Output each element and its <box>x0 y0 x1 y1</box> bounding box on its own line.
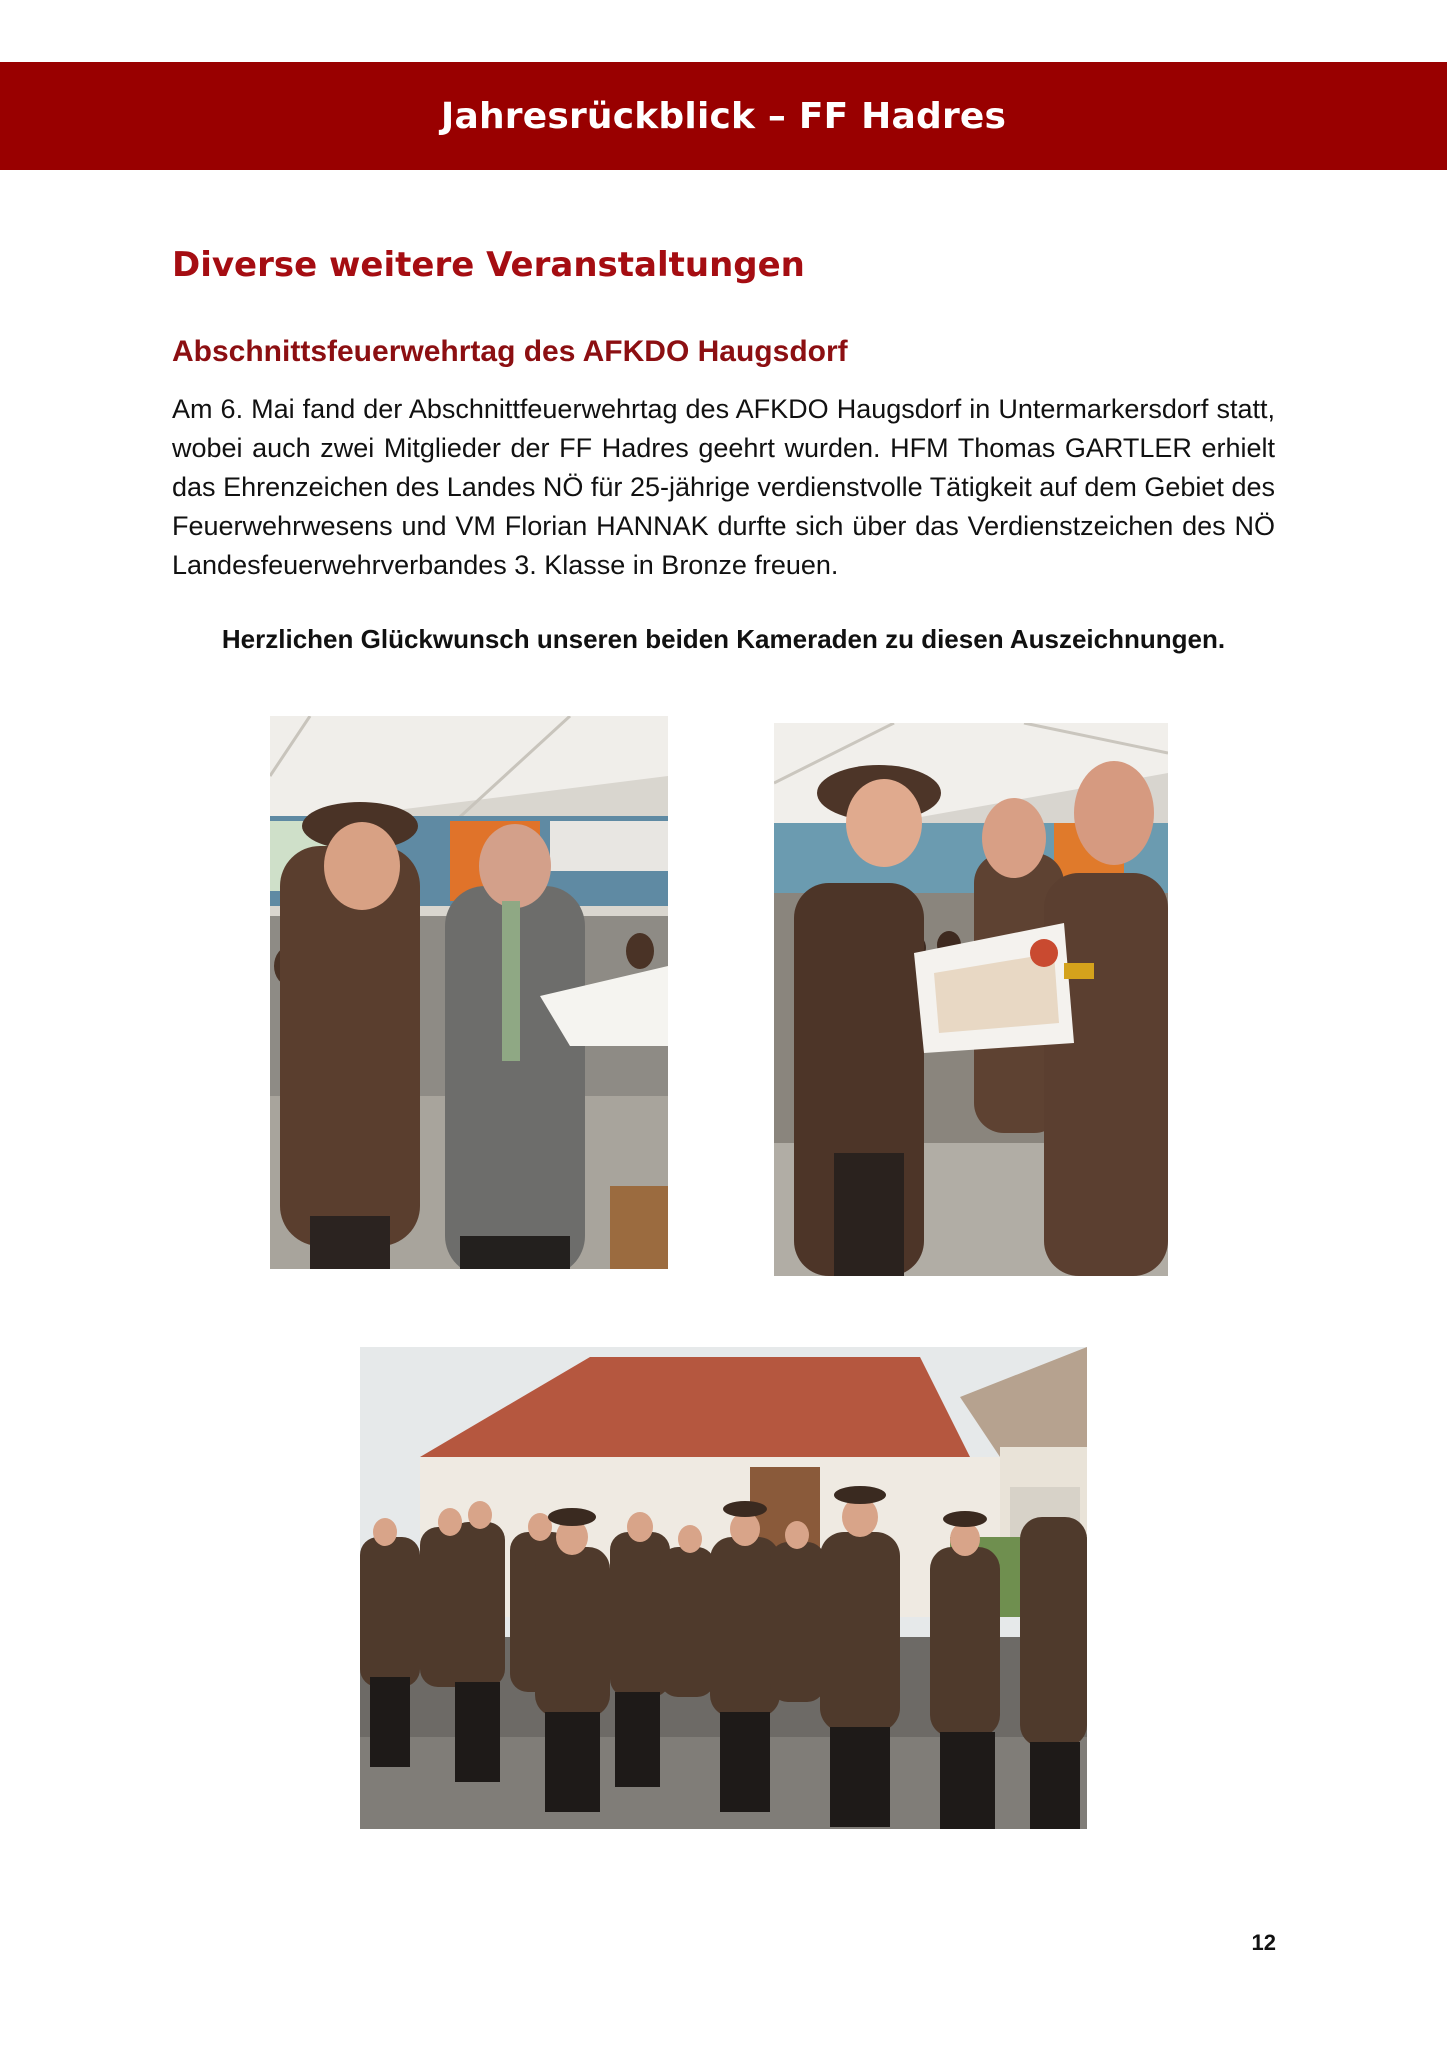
photo-certificate-handover <box>774 723 1168 1276</box>
header-banner <box>0 62 1447 170</box>
photo-parade-march-image <box>360 1347 1087 1829</box>
congratulation-text: Herzlichen Glückwunsch unseren beiden Kameraden zu diesen Auszeichnungen. <box>221 624 1226 654</box>
section-heading: Diverse weitere Veranstaltungen <box>172 245 805 285</box>
page-number: 12 <box>1251 1930 1276 1955</box>
photo-medal-presentation-image <box>270 716 668 1269</box>
photo-certificate-handover-image <box>774 723 1168 1276</box>
photo-parade-march <box>360 1347 1087 1829</box>
article-body: Am 6. Mai fand der Abschnittfeuerwehrtag des AFKDO Haugsdorf in Untermarkersdorf statt, wobei auch zwei Mitglieder der FF Hadres geehrt wurden. HFM Thomas GARTLER erhielt das Ehrenzeichen des Landes NÖ für 25-jährige verdienstvolle Tätigkeit auf dem Gebiet des Feuerwehrwesens und VM Florian HANNAK durfte sich über das Verdienstzeichen des NÖ Landesfeuerwehrverbandes 3. Klasse in Bronze freuen. <box>172 394 1275 580</box>
article-heading: Abschnittsfeuerwehrtag des AFKDO Haugsdorf <box>172 335 848 368</box>
photo-medal-presentation <box>270 716 668 1269</box>
page-title: Jahresrückblick – FF Hadres <box>440 95 1007 137</box>
